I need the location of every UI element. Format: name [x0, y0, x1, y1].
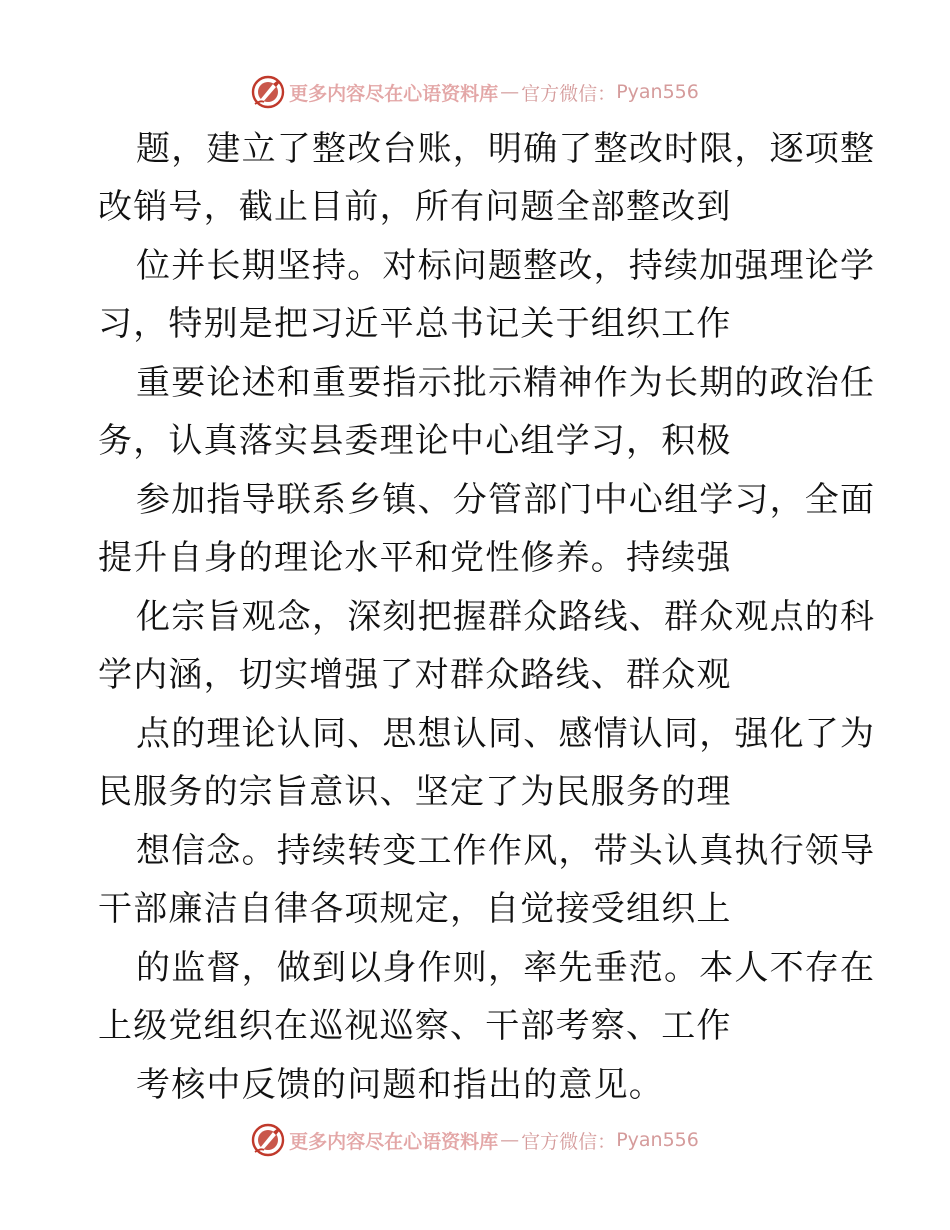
text-line: 的监督，做到以身作则，率先垂范。本人不存在	[136, 948, 876, 988]
text-line: 点的理论认同、思想认同、感情认同，强化了为	[136, 714, 876, 754]
text-line: 学内涵，切实增强了对群众路线、群众观	[98, 655, 732, 695]
text-line: 想信念。持续转变工作作风，带头认真执行领导	[136, 831, 876, 871]
text-line: 题，建立了整改台账，明确了整改时限，逐项整	[136, 129, 876, 169]
header-watermark	[0, 72, 950, 112]
watermark-wechat-id: Pyan556	[616, 1129, 699, 1151]
text-line: 化宗旨观念，深刻把握群众路线、群众观点的科	[136, 597, 876, 637]
text-line: 重要论述和重要指示批示精神作为长期的政治任	[136, 363, 876, 403]
quill-pen-logo-icon	[251, 75, 285, 109]
quill-pen-logo-icon	[251, 1123, 285, 1157]
text-line: 上级党组织在巡视巡察、干部考察、工作	[98, 1006, 732, 1046]
watermark-official-label: 官方微信：	[521, 1130, 617, 1153]
text-line: 参加指导联系乡镇、分管部门中心组学习，全面	[136, 480, 876, 520]
watermark-brand-text: 更多内容尽在心语资料库	[289, 1130, 499, 1153]
text-line: 务，认真落实县委理论中心组学习，积极	[98, 421, 732, 461]
watermark-wechat-id: Pyan556	[616, 81, 699, 103]
text-line: 干部廉洁自律各项规定，自觉接受组织上	[98, 889, 732, 929]
watermark-separator: —	[500, 1129, 520, 1151]
watermark-separator: —	[500, 81, 520, 103]
text-line: 习，特别是把习近平总书记关于组织工作	[98, 304, 732, 344]
text-line: 改销号，截止目前，所有问题全部整改到	[98, 187, 732, 227]
text-line: 考核中反馈的问题和指出的意见。	[136, 1065, 664, 1105]
watermark-brand-text: 更多内容尽在心语资料库	[289, 82, 499, 105]
footer-watermark	[0, 1120, 950, 1160]
text-line: 位并长期坚持。对标问题整改，持续加强理论学	[136, 246, 876, 286]
watermark-official-label: 官方微信：	[521, 82, 617, 105]
text-line: 提升自身的理论水平和党性修养。持续强	[98, 538, 732, 578]
text-line: 民服务的宗旨意识、坚定了为民服务的理	[98, 772, 732, 812]
